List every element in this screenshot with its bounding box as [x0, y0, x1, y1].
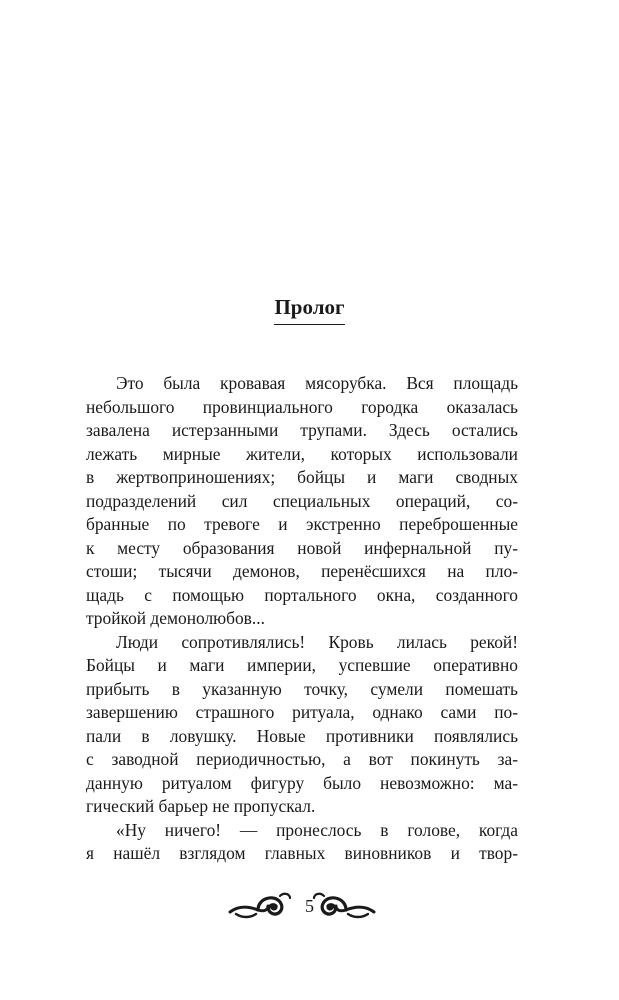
- text-line: с заводной периодичностью, а вот покинуть за-: [86, 749, 518, 769]
- text-line: я нашёл взглядом главных виновников и твор-: [86, 843, 518, 863]
- text-line: тройкой демонолюбов...: [86, 608, 265, 628]
- chapter-title: Пролог: [274, 294, 344, 325]
- text-line: Это была кровавая мясорубка. Вся площадь: [116, 373, 518, 393]
- ornament-right-icon: [312, 888, 376, 929]
- text-line: завершению страшного ритуала, однако сами по-: [86, 702, 518, 722]
- text-line: бранные по тревоге и экстренно переброшенные: [86, 514, 518, 534]
- text-line: лежать мирные жители, которых использовали: [86, 443, 518, 464]
- page-footer: [0, 888, 619, 928]
- text-line: Люди сопротивлялись! Кровь лилась рекой!: [116, 631, 518, 652]
- text-line: стоши; тысячи демонов, перенёсшихся на пло-: [86, 561, 518, 581]
- text-line: Бойцы и маги империи, успевшие оперативно: [86, 655, 518, 675]
- text-line: подразделений сил специальных операций, со-: [86, 490, 518, 511]
- chapter-heading: [0, 294, 619, 325]
- text-line: завалена истерзанными трупами. Здесь остались: [86, 420, 518, 440]
- text-line: щадь с помощью портального окна, созданного: [86, 584, 518, 605]
- text-line: данную ритуалом фигуру было невозможно: ма-: [86, 772, 518, 793]
- text-line: «Ну ничего! — пронеслось в голове, когда: [116, 819, 518, 840]
- text-line: к месту образования новой инфернальной пу-: [86, 537, 518, 558]
- text-line: пали в ловушку. Новые противники появлялись: [86, 725, 518, 746]
- page-number: 5: [305, 896, 314, 916]
- text-line: гический барьер не пропускал.: [86, 796, 316, 816]
- body-text: [86, 372, 518, 866]
- text-line: в жертвоприношениях; бойцы и маги сводных: [86, 467, 518, 487]
- text-line: небольшого провинциального городка оказалась: [86, 396, 518, 417]
- text-line: прибыть в указанную точку, сумели помешать: [86, 678, 518, 699]
